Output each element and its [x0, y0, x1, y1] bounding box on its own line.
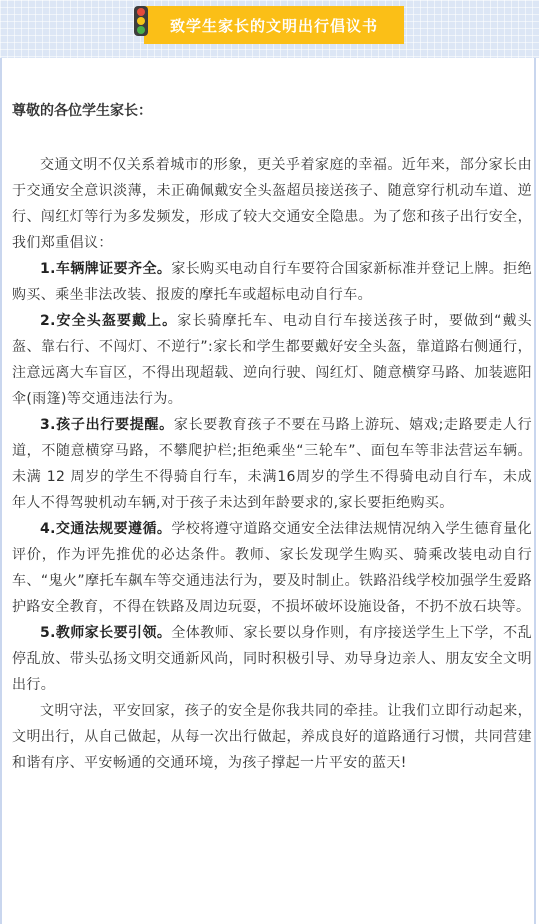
green-light-icon: [137, 26, 145, 34]
item-heading: 1.车辆牌证要齐全。: [40, 261, 172, 277]
paragraph-item-5: [12, 620, 532, 698]
paragraph-intro: [12, 152, 532, 256]
yellow-light-icon: [137, 17, 145, 25]
letter-page: [0, 58, 536, 924]
red-light-icon: [137, 8, 145, 16]
paragraph-text: 家长购买电动自行车要符合国家新标准并登记上牌。拒绝购买、乘坐非法改装、报废的摩托车或超标电动自行车。: [12, 261, 533, 303]
paragraph-text: 文明守法，平安回家，孩子的安全是你我共同的牵挂。让我们立即行动起来，文明出行，从自己做起，从每一次出行做起，养成良好的道路通行习惯，共同营建和谐有序、平安畅通的交通环境，为孩子撑起一片平安的蓝天!: [12, 703, 532, 771]
paragraph-text: 学校将遵守道路交通安全法律法规情况纳入学生德育量化评价，作为评先推优的必达条件。教师、家长发现学生购买、骑乘改装电动自行车、“鬼火”摩托车飙车等交通违法行为，要及时制止。铁路沿线学校加强学生爱路护路安全教育，不得在铁路及周边玩耍，不损坏破坏设施设备，不扔不放石块等。: [12, 521, 533, 615]
paragraph-text: 全体教师、家长要以身作则，有序接送学生上下学，不乱停乱放、带头弘扬文明交通新风尚，同时积极引导、劝导身边亲人、朋友安全文明出行。: [12, 625, 533, 693]
greeting: 尊敬的各位学生家长：: [12, 103, 152, 119]
paragraph-item-4: [12, 516, 532, 620]
title-banner: [144, 6, 404, 44]
paragraph-text: 家长要教育孩子不要在马路上游玩、嬉戏;走路要走人行道，不随意横穿马路，不攀爬护栏;拒绝乘坐“三轮车”、面包车等非法营运车辆。未满 12 周岁的学生不得骑自行车，未满16周岁的学生不得骑电动自行车，未成年人不得驾驶机动车辆,对于孩子未达到年龄要求的,家长要拒绝购买。: [12, 417, 533, 511]
paragraph-text: 家长骑摩托车、电动自行车接送孩子时，要做到“戴头盔、靠右行、不闯灯、不逆行”:家长和学生都要戴好安全头盔，靠道路右侧通行，注意远离大车盲区，不得出现超载、逆向行驶、闯红灯、随意横穿马路、加装遮阳伞(雨篷)等交通违法行为。: [12, 313, 533, 407]
paragraph-item-1: [12, 256, 532, 308]
letter-content: [12, 98, 532, 776]
paragraph-item-2: [12, 308, 532, 412]
traffic-light-icon: [134, 6, 148, 36]
paragraph-item-3: [12, 412, 532, 516]
item-heading: 4.交通法规要遵循。: [40, 521, 172, 537]
item-heading: 3.孩子出行要提醒。: [40, 417, 174, 433]
page-title: 致学生家长的文明出行倡议书: [169, 16, 378, 35]
item-heading: 2.安全头盔要戴上。: [40, 313, 178, 329]
paragraph-text: 交通文明不仅关系着城市的形象，更关乎着家庭的幸福。近年来，部分家长由于交通安全意识淡薄，未正确佩戴安全头盔超员接送孩子、随意穿行机动车道、逆行、闯红灯等行为多发频发，形成了较大交通安全隐患。为了您和孩子出行安全，我们郑重倡议：: [12, 157, 532, 251]
paragraph-closing: [12, 698, 532, 776]
item-heading: 5.教师家长要引领。: [40, 625, 172, 641]
